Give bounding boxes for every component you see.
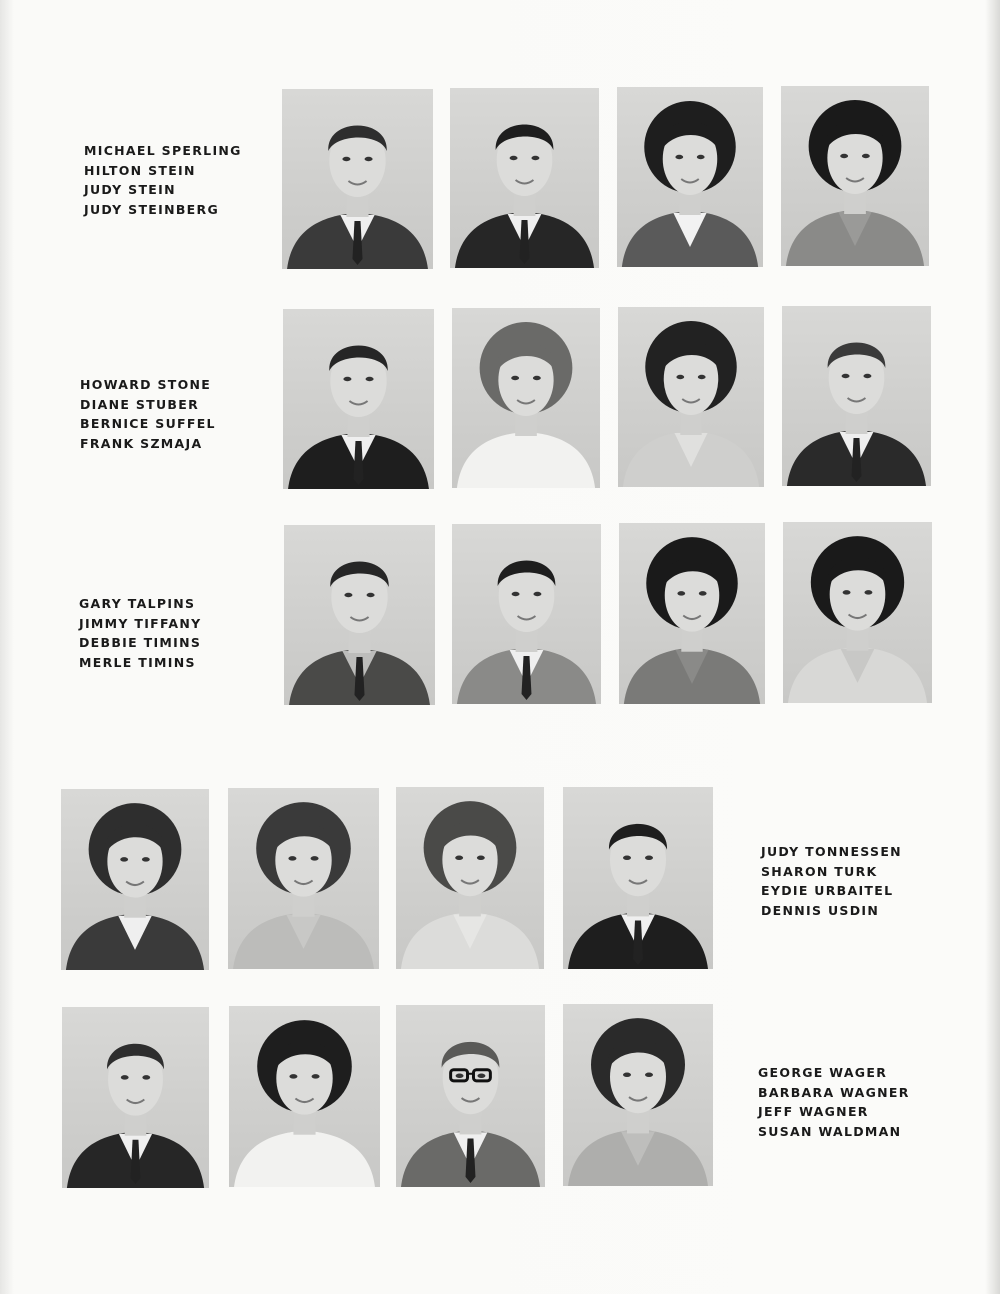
- portrait-silhouette: [563, 1004, 713, 1186]
- student-name: MERLE TIMINS: [79, 654, 196, 670]
- student-portrait: [781, 86, 929, 266]
- student-name: JUDY STEINBERG: [84, 201, 220, 217]
- student-name: FRANK SZMAJA: [80, 435, 203, 451]
- student-name: JEFF WAGNER: [758, 1104, 869, 1120]
- portrait-silhouette: [283, 309, 434, 489]
- portrait-silhouette: [452, 308, 600, 488]
- names-caption-row-2: [80, 375, 216, 453]
- portrait-silhouette: [284, 525, 435, 705]
- student-name: BERNICE SUFFEL: [80, 416, 216, 432]
- student-name: BARBARA WAGNER: [758, 1084, 910, 1100]
- portrait-silhouette: [452, 524, 601, 704]
- portrait-silhouette: [62, 1007, 209, 1188]
- student-portrait: [452, 524, 601, 704]
- portrait-silhouette: [618, 307, 764, 487]
- portrait-silhouette: [396, 1005, 545, 1187]
- student-name: MICHAEL SPERLING: [84, 143, 242, 158]
- student-name: HOWARD STONE: [80, 377, 212, 392]
- names-caption-row-3: [79, 594, 202, 672]
- student-portrait: [619, 523, 765, 704]
- portrait-silhouette: [563, 787, 713, 969]
- student-portrait: [283, 309, 434, 489]
- student-name: GEORGE WAGER: [758, 1065, 888, 1080]
- student-name: JIMMY TIFFANY: [79, 615, 202, 631]
- student-name: SHARON TURK: [761, 863, 878, 879]
- portrait-silhouette: [228, 788, 379, 969]
- student-name: DEBBIE TIMINS: [79, 635, 202, 651]
- student-portrait: [618, 307, 764, 487]
- student-name: DENNIS USDIN: [761, 902, 880, 918]
- student-portrait: [284, 525, 435, 705]
- student-name: SUSAN WALDMAN: [758, 1123, 902, 1139]
- portrait-silhouette: [229, 1006, 380, 1187]
- portrait-silhouette: [617, 87, 763, 267]
- portrait-silhouette: [782, 306, 931, 486]
- student-portrait: [452, 308, 600, 488]
- portrait-silhouette: [619, 523, 765, 704]
- student-portrait: [782, 306, 931, 486]
- student-portrait: [282, 89, 433, 269]
- student-portrait: [396, 1005, 545, 1187]
- portrait-silhouette: [781, 86, 929, 266]
- names-caption-row-1: [84, 141, 242, 219]
- student-portrait: [450, 88, 599, 268]
- student-name: JUDY STEIN: [84, 182, 176, 198]
- portrait-silhouette: [282, 89, 433, 269]
- student-portrait: [62, 1007, 209, 1188]
- student-name: EYDIE URBAITEL: [761, 883, 894, 899]
- student-portrait: [783, 522, 932, 703]
- student-portrait: [228, 788, 379, 969]
- student-name: DIANE STUBER: [80, 396, 200, 412]
- student-portrait: [229, 1006, 380, 1187]
- student-portrait: [617, 87, 763, 267]
- names-caption-row-4: [761, 842, 902, 920]
- portrait-silhouette: [61, 789, 209, 970]
- student-name: JUDY TONNESSEN: [761, 844, 902, 859]
- student-portrait: [563, 1004, 713, 1186]
- portrait-silhouette: [396, 787, 544, 969]
- portrait-silhouette: [450, 88, 599, 268]
- student-portrait: [396, 787, 544, 969]
- student-name: GARY TALPINS: [79, 596, 196, 611]
- portrait-silhouette: [783, 522, 932, 703]
- student-portrait: [61, 789, 209, 970]
- student-name: HILTON STEIN: [84, 162, 196, 178]
- student-portrait: [563, 787, 713, 969]
- names-caption-row-5: [758, 1063, 910, 1141]
